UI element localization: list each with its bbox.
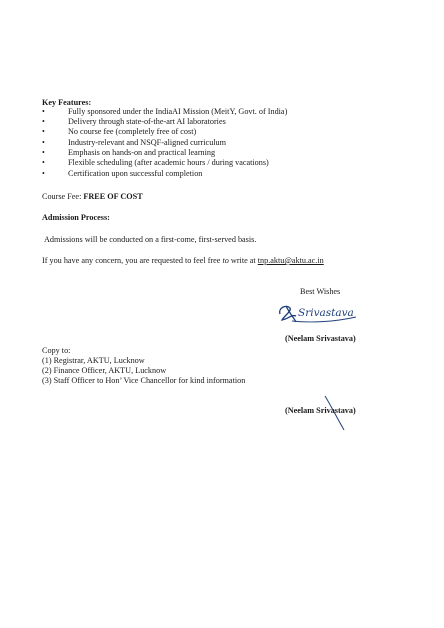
course-fee-line	[42, 192, 143, 202]
bullet-icon: •	[42, 117, 45, 126]
bullet-icon: •	[42, 107, 45, 116]
bullet-icon: •	[42, 127, 45, 136]
list-item: Industry-relevant and NSQF-aligned curriculum	[68, 138, 227, 147]
copy-to-item: (2) Finance Officer, AKTU, Lucknow	[42, 366, 167, 375]
contact-line	[42, 256, 324, 266]
bullet-icon: •	[42, 148, 45, 157]
signature-stroke	[280, 306, 296, 322]
list-item: Flexible scheduling (after academic hours / during vacations)	[68, 158, 269, 167]
list-item: No course fee (completely free of cost)	[68, 127, 197, 136]
bullet-icon: •	[42, 158, 45, 167]
contact-text-after: write at	[228, 256, 258, 265]
best-wishes: Best Wishes	[300, 287, 341, 296]
list-item: Emphasis on hands-on and practical learning	[68, 148, 216, 157]
list-item: Fully sponsored under the IndiaAI Mission (MeitY, Govt. of India)	[68, 107, 288, 116]
copy-to-item: (3) Staff Officer to Hon’ Vice Chancellor for kind information	[42, 376, 246, 385]
list-item: Delivery through state-of-the-art AI laboratories	[68, 117, 226, 126]
contact-text-italic: to	[222, 256, 229, 265]
signature-image	[276, 300, 360, 324]
key-features-heading: Key Features:	[42, 98, 92, 107]
list-item: Certification upon successful completion	[68, 169, 203, 178]
contact-text-before: If you have any concern, you are requested to feel free	[42, 256, 223, 265]
admission-text: Admissions will be conducted on a first-come, first-served basis.	[44, 235, 257, 244]
course-fee-label: Course Fee:	[42, 192, 82, 201]
copy-to-item: (1) Registrar, AKTU, Lucknow	[42, 356, 145, 365]
bullet-icon: •	[42, 138, 45, 147]
signatory-name: (Neelam Srivastava)	[285, 334, 356, 343]
email-link[interactable]: tnp.aktu@aktu.ac.in	[257, 256, 324, 265]
footer-signatory-name: (Neelam Srivastava)	[285, 406, 356, 415]
course-fee-value: FREE OF COST	[83, 192, 143, 201]
admission-heading: Admission Process:	[42, 213, 110, 222]
copy-to-heading: Copy to:	[42, 346, 71, 355]
bullet-icon: •	[42, 169, 45, 178]
signature-text: Srivastava	[298, 307, 354, 319]
